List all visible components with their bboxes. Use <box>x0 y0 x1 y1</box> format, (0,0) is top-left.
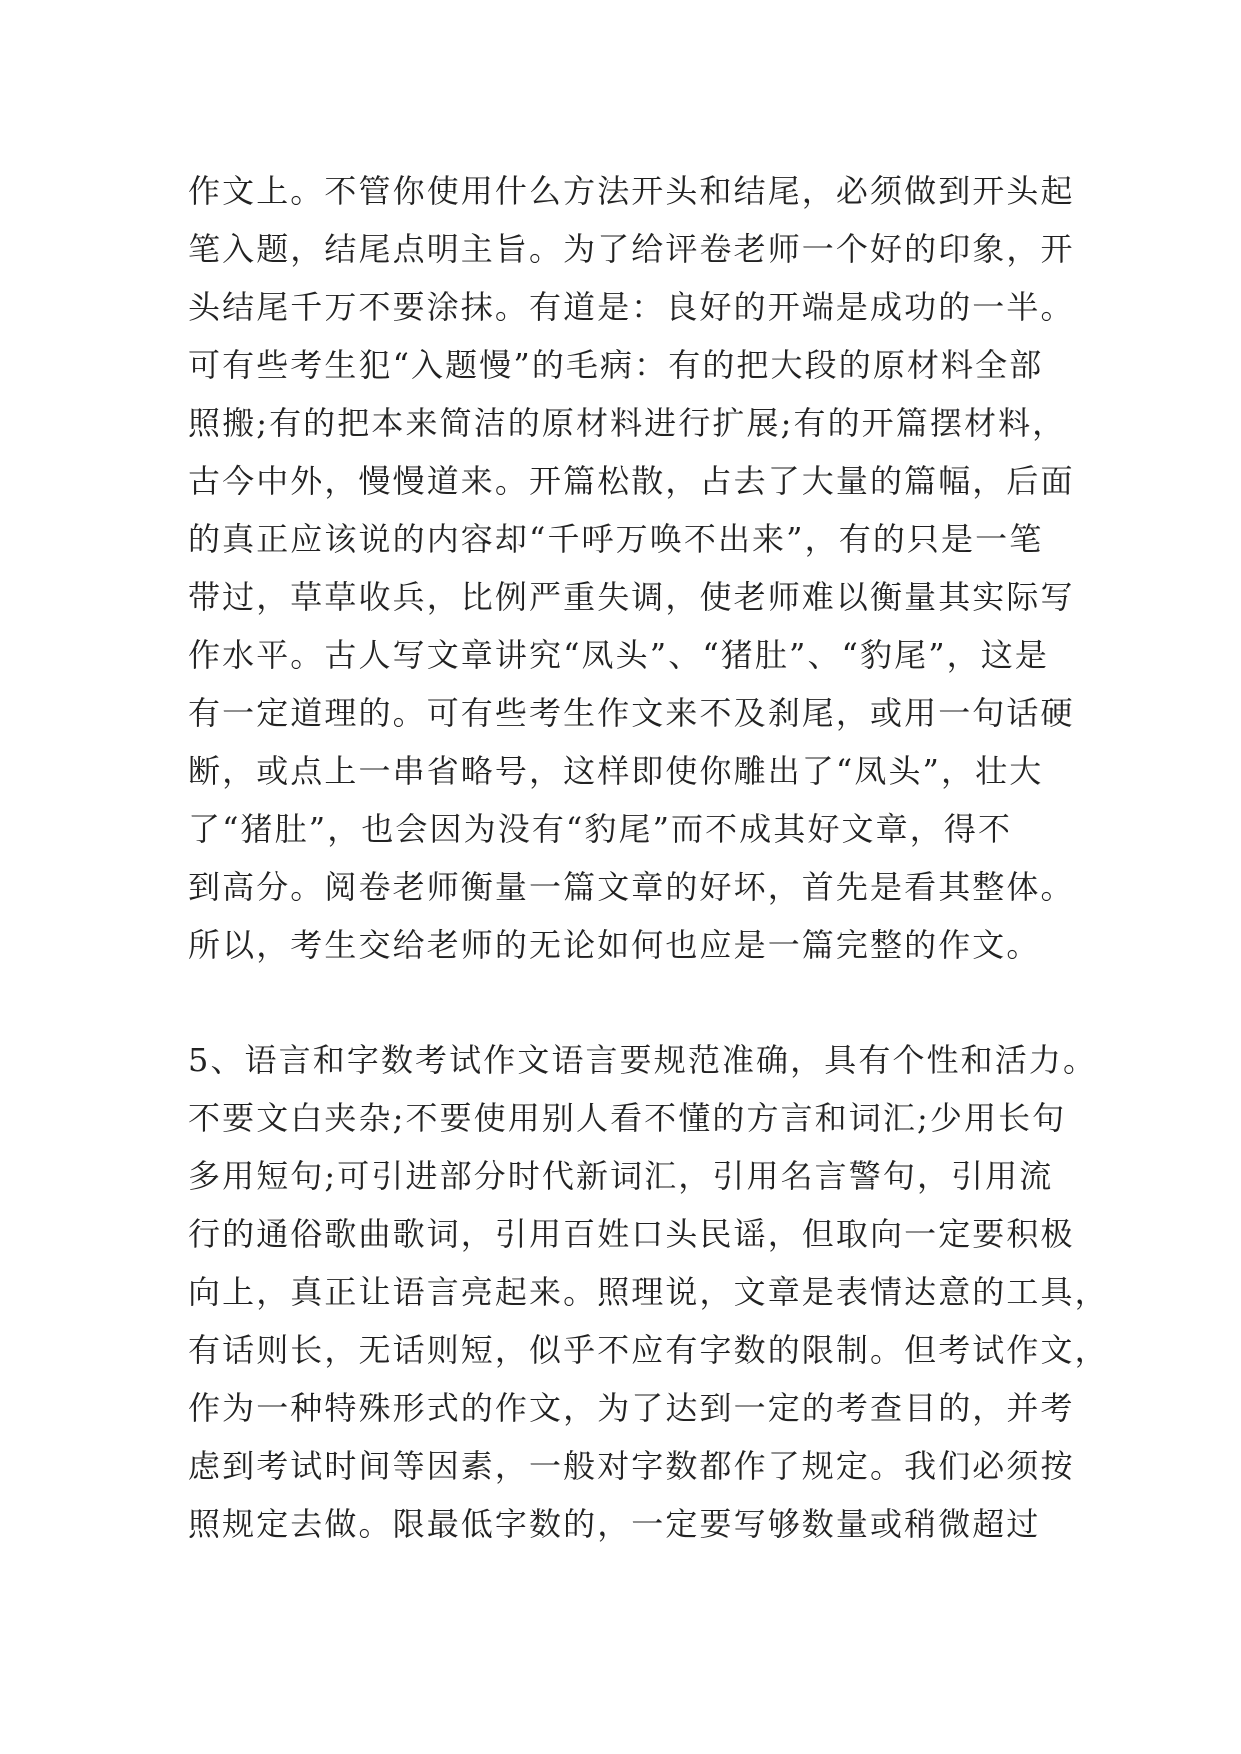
text-line: 不要文白夹杂;不要使用别人看不懂的方言和词汇;少用长句 <box>188 1099 1067 1137</box>
text-line: 有话则长，无话则短，似乎不应有字数的限制。但考试作文， <box>188 1331 1109 1369</box>
text-line: 到高分。阅卷老师衡量一篇文章的好坏，首先是看其整体。 <box>188 868 1075 906</box>
text-line: 古今中外，慢慢道来。开篇松散，占去了大量的篇幅，后面 <box>188 462 1075 500</box>
text-line: 照搬;有的把本来简洁的原材料进行扩展;有的开篇摆材料， <box>188 404 1067 442</box>
text-line: 照规定去做。限最低字数的，一定要写够数量或稍微超过 <box>188 1505 1041 1543</box>
text-line: 的真正应该说的内容却“千呼万唤不出来”，有的只是一笔 <box>188 520 1044 558</box>
text-line: 向上，真正让语言亮起来。照理说，文章是表情达意的工具， <box>188 1273 1109 1311</box>
text-line: 带过，草草收兵，比例严重失调，使老师难以衡量其实际写 <box>188 578 1075 616</box>
text-line: 头结尾千万不要涂抹。有道是：良好的开端是成功的一半。 <box>188 288 1075 326</box>
text-line: 了“猪肚”，也会因为没有“豹尾”而不成其好文章，得不 <box>188 810 1013 848</box>
text-line: 所以，考生交给老师的无论如何也应是一篇完整的作文。 <box>188 926 1041 964</box>
section-heading-line: 5、语言和字数考试作文语言要规范准确，具有个性和活力。 <box>188 1041 1098 1079</box>
text-line: 笔入题，结尾点明主旨。为了给评卷老师一个好的印象，开 <box>188 230 1075 268</box>
text-line: 断，或点上一串省略号，这样即使你雕出了“凤头”，壮大 <box>188 752 1044 790</box>
paragraph-opening-and-ending <box>188 162 1075 974</box>
text-line: 多用短句;可引进部分时代新词汇，引用名言警句，引用流 <box>188 1157 1054 1195</box>
text-line: 有一定道理的。可有些考生作文来不及刹尾，或用一句话硬 <box>188 694 1075 732</box>
text-line: 作水平。古人写文章讲究“凤头”、“猪肚”、“豹尾”，这是 <box>188 636 1049 674</box>
text-line: 作文上。不管你使用什么方法开头和结尾，必须做到开头起 <box>188 172 1075 210</box>
text-line: 可有些考生犯“入题慢”的毛病：有的把大段的原材料全部 <box>188 346 1044 384</box>
paragraph-language-and-word-count <box>188 1031 1109 1553</box>
text-line: 作为一种特殊形式的作文，为了达到一定的考查目的，并考 <box>188 1389 1075 1427</box>
text-line: 虑到考试时间等因素，一般对字数都作了规定。我们必须按 <box>188 1447 1075 1485</box>
text-line: 行的通俗歌曲歌词，引用百姓口头民谣，但取向一定要积极 <box>188 1215 1075 1253</box>
